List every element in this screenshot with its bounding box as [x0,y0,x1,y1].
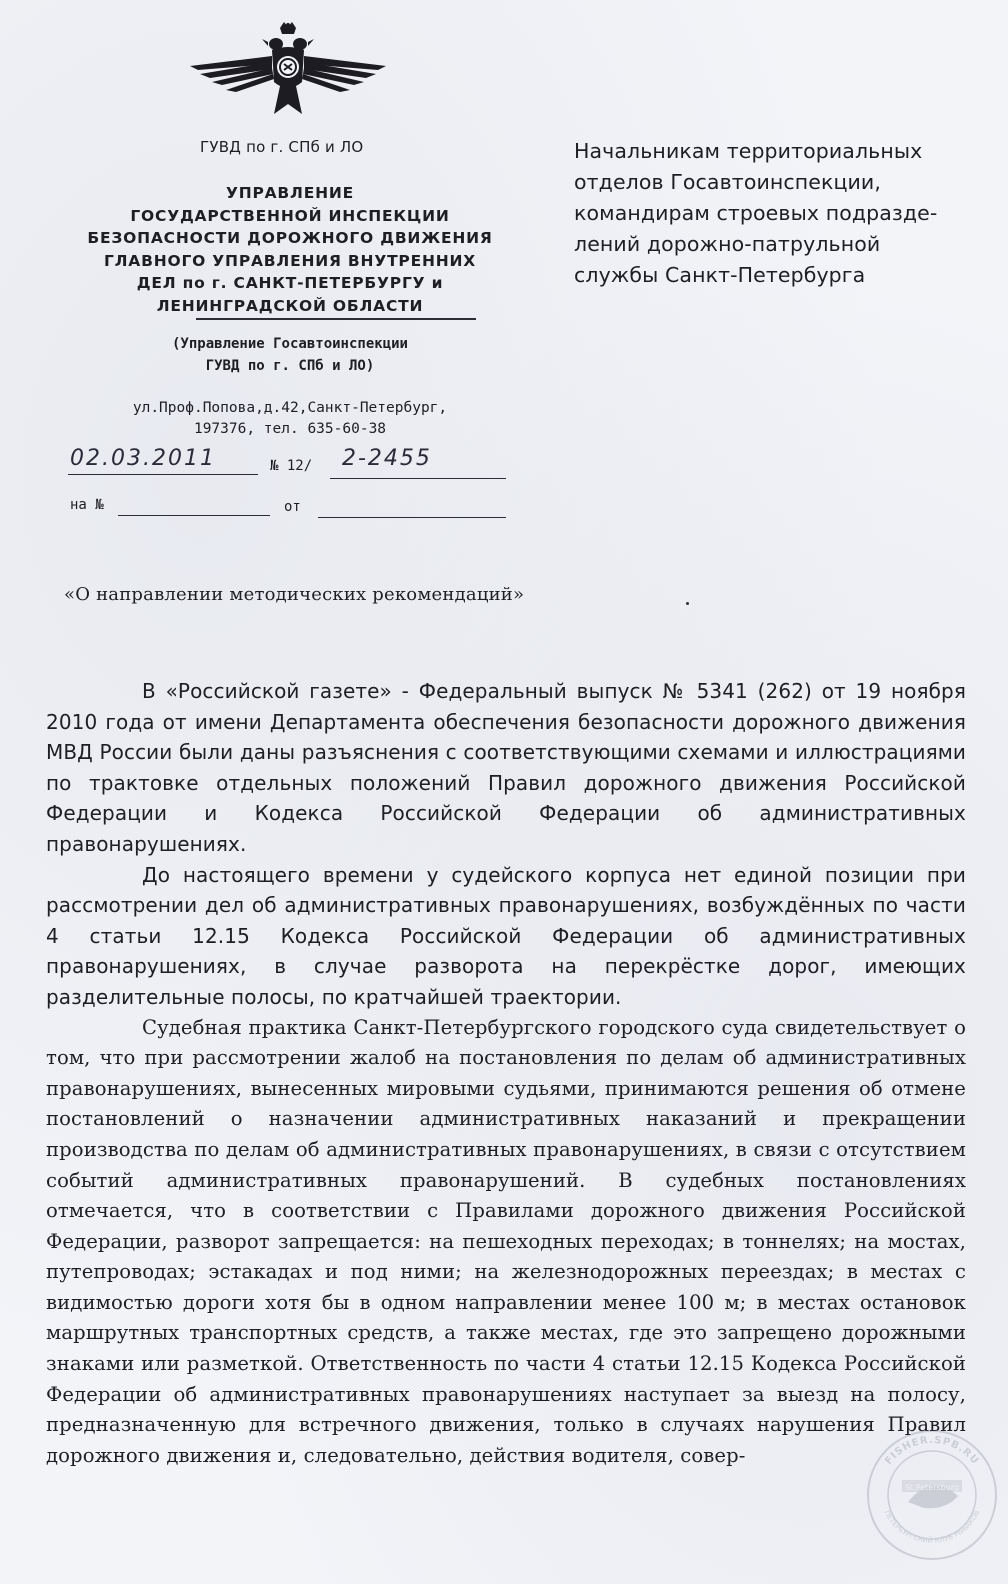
watermark-badge: St.Petersburg [904,1483,960,1492]
scan-speck [686,602,689,605]
body-paragraph: Судебная практика Санкт-Петербургского городского суда свидетельствует о том, что при рассмотрении жалоб на постановления по делам об административных правонарушениях, вынесенных мировыми судьями, принимаются решения об отмене постановлений о назначении административных наказаний и прекращении производства по делам об административных правонарушениях, в связи с отсутствием событий административных правонарушений. В судебных постановлениях отмечается, что в соответствии с Правилами дорожного движения Российской Федерации, разворот запрещается: на пешеходных переходах; в тоннелях; на мостах, путепроводах; эстакадах и под ними; на железнодорожных переездах; в местах с видимостью дороги хотя бы в одном направлении менее 100 м; в местах остановок маршрутных транспортных средств, а также местах, где это запрещено дорожными знаками или разметкой. Ответственность по части 4 статьи 12.15 Кодекса Российской Федерации об административных правонарушениях наступает за выезд на полосу, предназначенную для встречного движения, только в случаях нарушения Правил дорожного движения и, следовательно, действия водителя, совер- [46,1015,966,1467]
outgoing-number-label: № 12/ [270,458,313,474]
outgoing-date: 02.03.2011 [70,446,216,471]
department-line: ЛЕНИНГРАДСКОЙ ОБЛАСТИ [156,296,424,315]
body-paragraph: В «Российской газете» - Федеральный выпуск № 5341 (262) от 19 ноября 2010 года от имени Департамента обеспечения безопасности дорожного движения МВД России были даны разъяснения с соответствующими схемами и иллюстрациями по трактовке отдельных положений Правил дорожного движения Российской Федерации и Кодекса Российской Федерации об административных правонарушениях. [46,679,966,856]
watermark-stamp [862,1410,1002,1580]
address-block [40,398,540,440]
in-reply-underline [118,515,270,516]
department-line: ГОСУДАРСТВЕННОЙ ИНСПЕКЦИИ [130,206,450,225]
addressee-block [574,136,974,291]
in-reply-label: на № [70,497,104,513]
watermark-subtext: ПЕТЕРБУРГСКИЙ КЛУБ РЫБАКОВ [882,1509,982,1545]
address-line: ул.Проф.Попова,д.42,Санкт-Петербург, [132,400,448,416]
eagle-emblem-icon [188,22,388,120]
department-line: ДЕЛ по г. САНКТ-ПЕТЕРБУРГУ и [136,274,444,292]
department-line: УПРАВЛЕНИЕ [225,184,355,202]
letter-body [46,676,966,1471]
from-underline [318,517,506,518]
department-short-name [40,333,540,377]
date-underline [68,474,258,475]
addressee-line: лений дорожно-патрульной [574,232,881,256]
department-line: БЕЗОПАСНОСТИ ДОРОЖНОГО ДВИЖЕНИЯ [87,229,493,247]
watermark-text: FISHER.SPB.RU [883,1434,981,1467]
agency-short-name: ГУВД по г. СПб и ЛО [200,138,364,156]
address-line: 197376, тел. 635-60-38 [193,421,387,437]
svg-text:ПЕТЕРБУРГСКИЙ КЛУБ РЫБАКОВ [883,1509,982,1545]
outgoing-number: 2-2455 [342,446,432,471]
letterhead-divider [196,318,476,320]
addressee-line: Начальникам территориальных [574,139,923,163]
department-title [40,182,540,317]
short-name-line: (Управление Госавтоинспекции [171,336,408,352]
letter-subject: «О направлении методических рекомендаций» [64,584,525,605]
addressee-line: отделов Госавтоинспекции, [574,170,881,194]
addressee-line: командирам строевых подразде- [574,201,938,225]
number-underline [330,478,506,479]
addressee-line: службы Санкт-Петербурга [574,263,866,287]
from-label: от [284,499,301,515]
short-name-line: ГУВД по г. СПб и ЛО) [205,358,375,374]
body-paragraph: До настоящего времени у судейского корпуса нет единой позиции при рассмотрении дел об административных правонарушениях, возбуждённых по части 4 статьи 12.15 Кодекса Российской Федерации об административных правонарушениях, в случае разворота на перекрёстке дорог, имеющих разделительные полосы, по кратчайшей траектории. [46,862,966,1009]
department-line: ГЛАВНОГО УПРАВЛЕНИЯ ВНУТРЕННИХ [103,251,477,270]
